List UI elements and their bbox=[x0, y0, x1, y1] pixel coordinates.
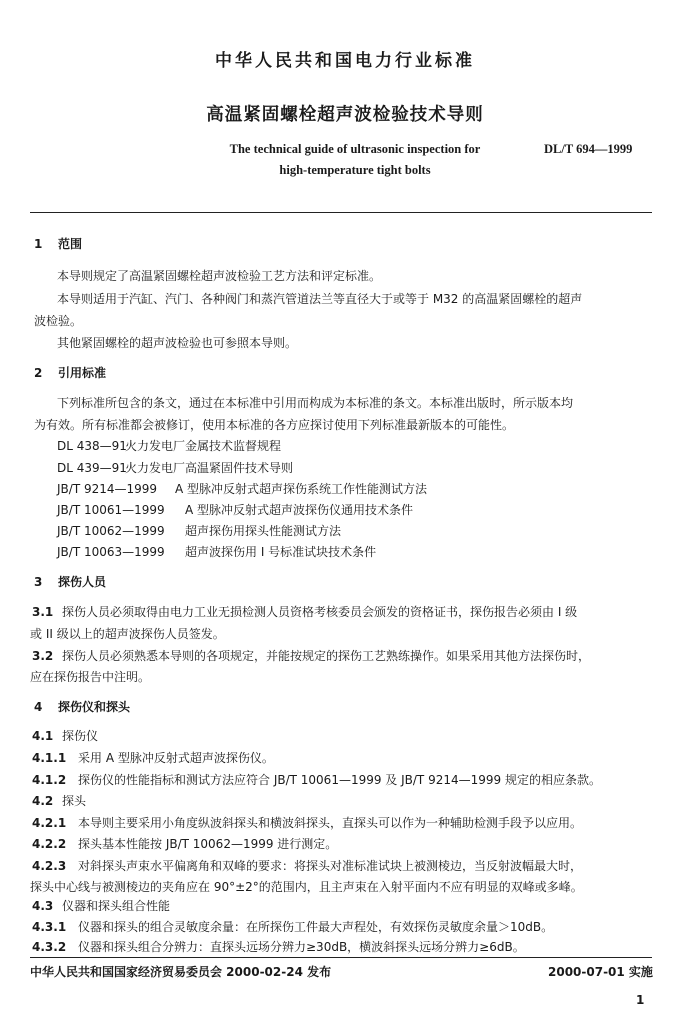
section-heading-personnel bbox=[34, 573, 106, 590]
clause-4-1-1 bbox=[32, 749, 274, 766]
clause-continuation: 或 II 级以上的超声波探伤人员签发。 bbox=[30, 627, 225, 641]
reference-code: JB/T 10062—1999 bbox=[57, 524, 165, 538]
clause-number: 4.1.2 bbox=[32, 773, 67, 787]
reference-item bbox=[57, 522, 341, 539]
clause-4-1 bbox=[32, 727, 98, 744]
clause-4-3-2 bbox=[32, 938, 525, 955]
clause-number: 4.2.3 bbox=[32, 859, 67, 873]
section-number: 1 bbox=[34, 237, 43, 251]
clause-number: 4.2.1 bbox=[32, 816, 67, 830]
reference-item bbox=[57, 480, 427, 497]
section-title: 引用标准 bbox=[58, 366, 107, 380]
section-number: 3 bbox=[34, 575, 43, 589]
page-title: 高温紧固螺栓超声波检验技术导则 bbox=[206, 105, 484, 125]
clause-number: 4.1 bbox=[32, 729, 54, 743]
clause-4-2-1 bbox=[32, 814, 582, 831]
clause-number: 3.1 bbox=[32, 605, 54, 619]
reference-code: DL 438—91 bbox=[57, 439, 127, 453]
page-number: 1 bbox=[636, 993, 645, 1007]
clause-continuation: 应在探伤报告中注明。 bbox=[30, 670, 151, 684]
reference-code: DL 439—91 bbox=[57, 461, 127, 475]
section-heading-instruments bbox=[34, 698, 130, 715]
reference-name: A 型脉冲反射式超声波探伤仪通用技术条件 bbox=[185, 503, 414, 517]
document-number: DL/T 694—1999 bbox=[544, 142, 633, 156]
section-title: 探伤仪和探头 bbox=[58, 700, 131, 714]
reference-code: JB/T 9214—1999 bbox=[57, 482, 158, 496]
clause-text: 采用 A 型脉冲反射式超声波探伤仪。 bbox=[78, 751, 274, 765]
reference-item bbox=[57, 437, 281, 454]
paragraph: 本导则规定了高温紧固螺栓超声波检验工艺方法和评定标准。 bbox=[57, 269, 382, 283]
clause-4-2 bbox=[32, 792, 86, 809]
issuer-line: 中华人民共和国国家经济贸易委员会 2000-02-24 发布 bbox=[30, 965, 332, 979]
reference-item bbox=[57, 543, 376, 560]
header-org: 中华人民共和国电力行业标准 bbox=[215, 51, 475, 71]
reference-code: JB/T 10063—1999 bbox=[57, 545, 165, 559]
clause-3-2 bbox=[32, 647, 590, 664]
clause-text: 探伤人员必须取得由电力工业无损检测人员资格考核委员会颁发的资格证书，探伤报告必须由 I 级 bbox=[62, 605, 578, 619]
clause-continuation: 探头中心线与被测棱边的夹角应在 90°±2°的范围内，且主声束在入射平面内不应有明显的双峰或多峰。 bbox=[30, 880, 583, 894]
clause-3-1 bbox=[32, 603, 577, 620]
clause-4-1-2 bbox=[32, 771, 601, 788]
section-title: 范围 bbox=[58, 237, 83, 251]
english-title-line1: The technical guide of ultrasonic inspection for bbox=[229, 142, 481, 156]
clause-text: 对斜探头声束水平偏离角和双峰的要求：将探头对准标准试块上被测棱边，当反射波幅最大时， bbox=[78, 859, 583, 873]
section-number: 2 bbox=[34, 366, 43, 380]
paragraph: 波检验。 bbox=[34, 314, 83, 328]
clause-number: 4.3 bbox=[32, 899, 54, 913]
clause-4-3-1 bbox=[32, 918, 553, 935]
implementation-date: 2000-07-01 实施 bbox=[548, 965, 653, 979]
clause-4-2-2 bbox=[32, 835, 337, 852]
clause-number: 4.2 bbox=[32, 794, 54, 808]
section-number: 4 bbox=[34, 700, 43, 714]
clause-text: 探伤仪的性能指标和测试方法应符合 JB/T 10061—1999 及 JB/T 9214—1999 规定的相应条款。 bbox=[78, 773, 601, 787]
clause-text: 仪器和探头组合性能 bbox=[62, 899, 171, 913]
reference-item bbox=[57, 459, 293, 476]
clause-number: 3.2 bbox=[32, 649, 54, 663]
paragraph: 下列标准所包含的条文，通过在本标准中引用而构成为本标准的条文。本标准出版时，所示版本均 bbox=[57, 396, 574, 410]
paragraph: 为有效。所有标准都会被修订，使用本标准的各方应探讨使用下列标准最新版本的可能性。 bbox=[34, 418, 515, 432]
reference-name: 超声探伤用探头性能测试方法 bbox=[185, 524, 342, 538]
clause-4-3 bbox=[32, 897, 170, 914]
reference-item bbox=[57, 501, 413, 518]
section-title: 探伤人员 bbox=[58, 575, 107, 589]
clause-text: 探伤人员必须熟悉本导则的各项规定，并能按规定的探伤工艺熟练操作。如果采用其他方法探伤时， bbox=[62, 649, 591, 663]
clause-text: 探头 bbox=[62, 794, 87, 808]
clause-text: 仪器和探头组合分辨力：直探头远场分辨力≥30dB，横波斜探头远场分辨力≥6dB。 bbox=[78, 940, 525, 954]
section-heading-references bbox=[34, 364, 106, 381]
clause-text: 探头基本性能按 JB/T 10062—1999 进行测定。 bbox=[78, 837, 338, 851]
reference-name: A 型脉冲反射式超声探伤系统工作性能测试方法 bbox=[175, 482, 428, 496]
english-title-line2: high-temperature tight bolts bbox=[279, 163, 431, 177]
clause-number: 4.2.2 bbox=[32, 837, 67, 851]
header-divider bbox=[30, 212, 652, 213]
clause-text: 探伤仪 bbox=[62, 729, 99, 743]
clause-text: 仪器和探头的组合灵敏度余量：在所探伤工件最大声程处，有效探伤灵敏度余量＞10dB。 bbox=[78, 920, 554, 934]
clause-number: 4.3.1 bbox=[32, 920, 67, 934]
footer-divider bbox=[30, 957, 652, 958]
section-heading-scope bbox=[34, 235, 82, 252]
clause-4-2-3 bbox=[32, 857, 582, 874]
reference-name: 火力发电厂金属技术监督规程 bbox=[125, 439, 282, 453]
reference-name: 超声波探伤用 I 号标准试块技术条件 bbox=[185, 545, 377, 559]
clause-number: 4.1.1 bbox=[32, 751, 67, 765]
reference-name: 火力发电厂高温紧固件技术导则 bbox=[125, 461, 294, 475]
clause-text: 本导则主要采用小角度纵波斜探头和横波斜探头，直探头可以作为一种辅助检测手段予以应用。 bbox=[78, 816, 583, 830]
paragraph: 其他紧固螺栓的超声波检验也可参照本导则。 bbox=[57, 336, 298, 350]
reference-code: JB/T 10061—1999 bbox=[57, 503, 165, 517]
clause-number: 4.3.2 bbox=[32, 940, 67, 954]
paragraph: 本导则适用于汽缸、汽门、各种阀门和蒸汽管道法兰等直径大于或等于 M32 的高温紧固螺栓的超声 bbox=[57, 292, 583, 306]
